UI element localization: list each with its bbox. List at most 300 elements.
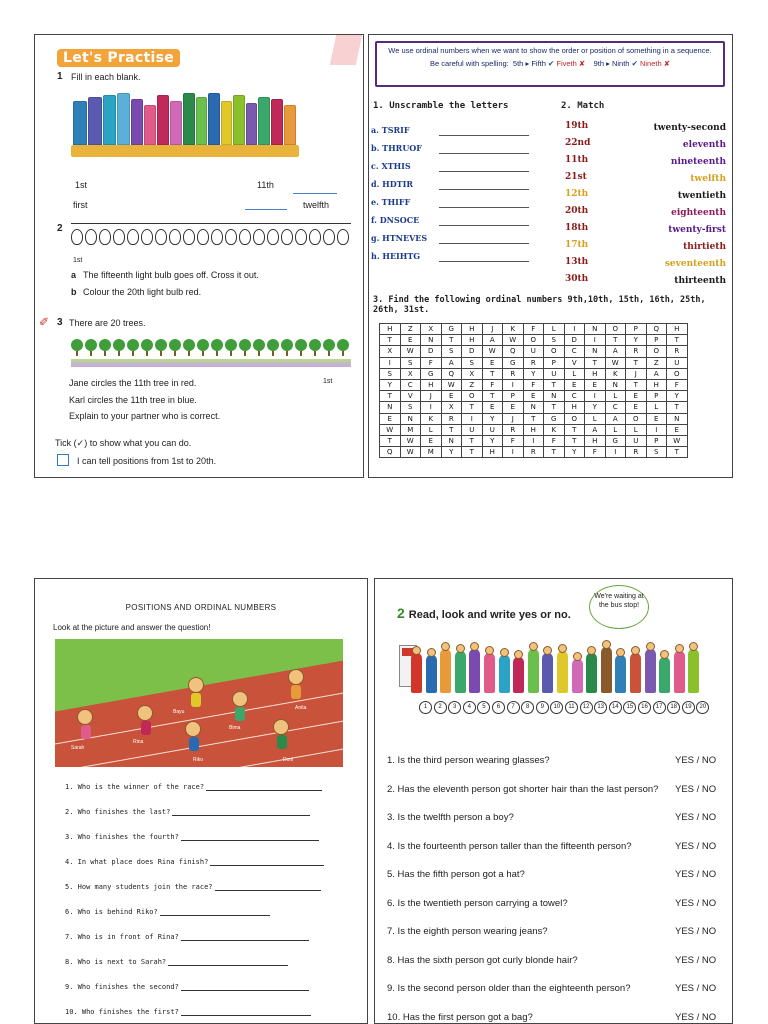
match-number[interactable]: 19th — [565, 121, 589, 131]
wordsearch-cell[interactable]: G — [605, 435, 626, 446]
tree-icon[interactable] — [309, 339, 321, 351]
tree-icon[interactable] — [211, 339, 223, 351]
wordsearch-cell[interactable]: R — [523, 447, 544, 458]
wordsearch-cell[interactable]: Y — [585, 402, 606, 413]
match-number[interactable]: 22nd — [565, 138, 591, 148]
wordsearch-cell[interactable]: N — [380, 402, 401, 413]
wordsearch-cell[interactable]: T — [626, 379, 647, 390]
wordsearch-cell[interactable]: A — [585, 424, 606, 435]
light-bulb-icon[interactable] — [211, 229, 223, 245]
light-bulb-icon[interactable] — [267, 229, 279, 245]
match-number[interactable]: 13th — [565, 257, 589, 267]
light-bulb-icon[interactable] — [85, 229, 97, 245]
wordsearch-cell[interactable]: N — [605, 379, 626, 390]
match-word[interactable]: twenty-first — [668, 225, 726, 235]
wordsearch-cell[interactable]: T — [626, 357, 647, 368]
wordsearch-cell[interactable]: F — [585, 447, 606, 458]
wordsearch-cell[interactable]: T — [462, 435, 483, 446]
wordsearch-cell[interactable]: A — [441, 357, 462, 368]
match-word[interactable]: twentieth — [677, 191, 726, 201]
wordsearch-cell[interactable]: Y — [667, 391, 688, 402]
yes-no-answer[interactable]: YES / NO — [675, 869, 717, 880]
wordsearch-cell[interactable]: R — [626, 346, 647, 357]
wordsearch-cell[interactable]: F — [503, 435, 524, 446]
answer-line[interactable] — [181, 933, 309, 941]
answer-line[interactable] — [439, 189, 529, 190]
wordsearch-cell[interactable]: P — [646, 391, 667, 402]
light-bulb-icon[interactable] — [183, 229, 195, 245]
wordsearch-cell[interactable]: T — [564, 424, 585, 435]
wordsearch-cell[interactable]: E — [482, 402, 503, 413]
wordsearch-cell[interactable]: P — [503, 391, 524, 402]
match-word[interactable]: eighteenth — [671, 208, 726, 218]
wordsearch-cell[interactable]: X — [462, 368, 483, 379]
wordsearch-cell[interactable]: Y — [523, 368, 544, 379]
wordsearch-cell[interactable]: H — [523, 424, 544, 435]
wordsearch-cell[interactable]: T — [441, 335, 462, 346]
tree-icon[interactable] — [169, 339, 181, 351]
match-word[interactable]: thirteenth — [674, 276, 726, 286]
wordsearch-cell[interactable]: T — [482, 368, 503, 379]
bookshelf-books — [71, 93, 299, 145]
wordsearch-cell[interactable]: T — [462, 447, 483, 458]
wordsearch-cell[interactable]: A — [646, 368, 667, 379]
wordsearch-cell[interactable]: S — [400, 402, 421, 413]
light-bulb-icon[interactable] — [197, 229, 209, 245]
answer-line[interactable] — [439, 243, 529, 244]
ninth-number: 9th — [593, 59, 604, 68]
person-figure — [688, 649, 699, 693]
wordsearch-cell[interactable]: S — [380, 368, 401, 379]
yes-no-answer[interactable]: YES / NO — [675, 983, 717, 994]
wordsearch-cell[interactable]: T — [380, 435, 401, 446]
wordsearch-cell[interactable]: S — [462, 357, 483, 368]
light-bulb-icon[interactable] — [309, 229, 321, 245]
wordsearch-cell[interactable]: V — [564, 357, 585, 368]
wordsearch-cell[interactable]: F — [544, 435, 565, 446]
wordsearch-cell[interactable]: O — [564, 413, 585, 424]
book — [233, 95, 245, 145]
tree-icon[interactable] — [253, 339, 265, 351]
wordsearch-cell[interactable]: G — [503, 357, 524, 368]
wordsearch-cell[interactable]: R — [523, 357, 544, 368]
yes-no-answer[interactable]: YES / NO — [675, 926, 717, 937]
light-bulb-icon[interactable] — [337, 229, 349, 245]
wordsearch-cell[interactable]: I — [462, 413, 483, 424]
wordsearch-cell[interactable]: L — [605, 424, 626, 435]
wordsearch-cell[interactable]: C — [400, 379, 421, 390]
wordsearch-cell[interactable]: I — [585, 391, 606, 402]
match-word[interactable]: nineteenth — [670, 157, 726, 167]
blank-line[interactable] — [293, 193, 337, 194]
wordsearch-cell[interactable]: S — [646, 447, 667, 458]
wordsearch-cell[interactable]: N — [523, 402, 544, 413]
wordsearch-cell[interactable]: R — [441, 413, 462, 424]
tree-icon[interactable] — [281, 339, 293, 351]
wordsearch-cell[interactable]: T — [585, 357, 606, 368]
tree-icon[interactable] — [295, 339, 307, 351]
position-number: 5 — [477, 701, 490, 714]
light-bulb-icon[interactable] — [141, 229, 153, 245]
tree-icon[interactable] — [267, 339, 279, 351]
tree-icon[interactable] — [183, 339, 195, 351]
wordsearch-cell[interactable]: I — [503, 447, 524, 458]
answer-line[interactable] — [160, 908, 270, 916]
book — [196, 97, 207, 145]
wordsearch-cell[interactable]: E — [626, 391, 647, 402]
tree-icon[interactable] — [127, 339, 139, 351]
question-text: 8. Who is next to Sarah? — [65, 958, 167, 966]
wordsearch-cell[interactable]: W — [482, 346, 503, 357]
wordsearch-cell[interactable]: O — [667, 368, 688, 379]
wordsearch-cell[interactable]: X — [400, 368, 421, 379]
wordsearch-cell[interactable]: A — [605, 413, 626, 424]
answer-line[interactable] — [439, 171, 529, 172]
wordsearch-cell[interactable]: T — [380, 391, 401, 402]
wordsearch-cell[interactable]: C — [605, 402, 626, 413]
wordsearch-cell[interactable]: S — [400, 357, 421, 368]
wordsearch-cell[interactable]: X — [380, 346, 401, 357]
wordsearch-cell[interactable]: L — [564, 368, 585, 379]
answer-line[interactable] — [439, 225, 529, 226]
light-bulb-icon[interactable] — [295, 229, 307, 245]
wordsearch-cell[interactable]: P — [626, 324, 647, 335]
wordsearch-cell[interactable]: Q — [503, 346, 524, 357]
yes-no-answer[interactable]: YES / NO — [675, 755, 717, 766]
wordsearch-cell[interactable]: J — [482, 324, 503, 335]
wordsearch-cell[interactable]: L — [544, 324, 565, 335]
tree-icon[interactable] — [71, 339, 83, 351]
wordsearch-cell[interactable]: R — [667, 346, 688, 357]
wordsearch-cell[interactable]: T — [667, 447, 688, 458]
wordsearch-cell[interactable]: E — [646, 413, 667, 424]
wordsearch-cell[interactable]: E — [667, 424, 688, 435]
instruction: Look at the picture and answer the question! — [53, 623, 211, 632]
wordsearch-cell[interactable]: Z — [646, 357, 667, 368]
light-bulb-icon[interactable] — [225, 229, 237, 245]
wordsearch-cell[interactable]: L — [646, 402, 667, 413]
runner-body — [189, 737, 199, 751]
tree-icon[interactable] — [141, 339, 153, 351]
wordsearch-cell[interactable]: E — [585, 379, 606, 390]
wordsearch-cell[interactable]: U — [667, 357, 688, 368]
wordsearch-cell[interactable]: F — [667, 379, 688, 390]
wordsearch-cell[interactable]: I — [523, 435, 544, 446]
wordsearch-cell[interactable]: N — [667, 413, 688, 424]
wordsearch-cell[interactable]: I — [503, 379, 524, 390]
wordsearch-cell[interactable]: P — [646, 435, 667, 446]
wordsearch-cell[interactable]: T — [380, 335, 401, 346]
wordsearch-cell[interactable]: Y — [380, 379, 401, 390]
wordsearch-cell[interactable]: U — [482, 424, 503, 435]
wordsearch-cell[interactable]: T — [482, 391, 503, 402]
wordsearch-cell[interactable]: K — [544, 424, 565, 435]
wordsearch-cell[interactable]: E — [503, 402, 524, 413]
wordsearch-cell[interactable]: L — [585, 413, 606, 424]
tree-icon[interactable] — [99, 339, 111, 351]
wordsearch-cell[interactable]: I — [605, 447, 626, 458]
wordsearch-cell[interactable]: C — [564, 346, 585, 357]
wordsearch-cell[interactable]: X — [441, 402, 462, 413]
wordsearch-cell[interactable]: D — [421, 346, 442, 357]
wordsearch-cell[interactable]: W — [400, 346, 421, 357]
wordsearch-cell[interactable]: F — [523, 324, 544, 335]
tree-icon[interactable] — [85, 339, 97, 351]
wordsearch-cell[interactable]: R — [503, 424, 524, 435]
wordsearch-cell[interactable]: N — [585, 324, 606, 335]
person-head — [412, 646, 421, 655]
wordsearch-cell[interactable]: J — [421, 391, 442, 402]
runner-name: Anita — [295, 705, 307, 711]
match-word[interactable]: twelfth — [690, 174, 726, 184]
wordsearch-cell[interactable]: E — [482, 357, 503, 368]
answer-line[interactable] — [215, 883, 321, 891]
answer-line[interactable] — [439, 135, 529, 136]
match-number[interactable]: 12th — [565, 189, 589, 199]
wordsearch-row — [380, 379, 688, 390]
wordsearch-cell[interactable]: U — [626, 435, 647, 446]
light-bulb-icon[interactable] — [253, 229, 265, 245]
answer-line[interactable] — [210, 858, 324, 866]
wordsearch-cell[interactable]: W — [667, 435, 688, 446]
wordsearch-cell[interactable]: E — [421, 435, 442, 446]
wordsearch-cell[interactable]: Q — [646, 324, 667, 335]
answer-line[interactable] — [172, 808, 310, 816]
wordsearch-cell[interactable]: T — [462, 402, 483, 413]
yes-no-answer[interactable]: YES / NO — [675, 1011, 717, 1023]
wordsearch-cell[interactable]: H — [667, 324, 688, 335]
self-check-text: I can tell positions from 1st to 20th. — [77, 456, 217, 466]
q2a-letter: a — [71, 270, 77, 280]
ninth-incorrect: Nineth — [639, 59, 662, 68]
wordsearch-cell[interactable]: I — [421, 402, 442, 413]
answer-line[interactable] — [439, 207, 529, 208]
runner-name: Riko — [193, 757, 204, 763]
wordsearch-cell[interactable]: T — [667, 335, 688, 346]
position-number: 2 — [434, 701, 447, 714]
wordsearch-cell[interactable]: Q — [380, 447, 401, 458]
answer-line[interactable] — [181, 833, 319, 841]
wordsearch-cell[interactable]: D — [564, 335, 585, 346]
q1-instruction: Fill in each blank. — [71, 72, 141, 82]
wordsearch-cell[interactable]: U — [544, 368, 565, 379]
wordsearch-cell[interactable]: H — [462, 335, 483, 346]
wordsearch-cell[interactable]: C — [564, 391, 585, 402]
wordsearch-cell[interactable]: F — [482, 379, 503, 390]
match-word[interactable]: eleventh — [682, 140, 726, 150]
match-word[interactable]: twenty-second — [653, 123, 726, 133]
wordsearch-cell[interactable]: F — [523, 379, 544, 390]
wordsearch-cell[interactable]: M — [400, 424, 421, 435]
wordsearch-cell[interactable]: A — [482, 335, 503, 346]
wordsearch-cell[interactable]: J — [503, 413, 524, 424]
wordsearch-cell[interactable]: E — [400, 335, 421, 346]
wordsearch-cell[interactable]: L — [626, 424, 647, 435]
light-bulb-icon[interactable] — [155, 229, 167, 245]
position-number: 12 — [580, 701, 593, 714]
wordsearch-cell[interactable]: G — [544, 413, 565, 424]
wordsearch-cell[interactable]: T — [523, 413, 544, 424]
wordsearch-cell[interactable]: W — [400, 435, 421, 446]
wordsearch-cell[interactable]: S — [441, 346, 462, 357]
wordsearch-cell[interactable]: J — [626, 368, 647, 379]
wordsearch-cell[interactable]: E — [380, 413, 401, 424]
wordsearch-cell[interactable]: D — [462, 346, 483, 357]
wordsearch-cell[interactable]: H — [421, 379, 442, 390]
wordsearch-cell[interactable]: N — [585, 346, 606, 357]
light-bulb-icon[interactable] — [281, 229, 293, 245]
label-1st: 1st — [75, 180, 88, 190]
wordsearch-cell[interactable]: H — [482, 447, 503, 458]
wordsearch-cell[interactable]: W — [503, 335, 524, 346]
wordsearch-cell[interactable]: R — [626, 447, 647, 458]
position-number: 16 — [638, 701, 651, 714]
wordsearch-cell[interactable]: N — [421, 335, 442, 346]
match-number[interactable]: 20th — [565, 206, 589, 216]
runner-body — [235, 707, 245, 721]
wordsearch-cell[interactable]: T — [544, 447, 565, 458]
wordsearch-cell[interactable]: V — [400, 391, 421, 402]
match-number[interactable]: 11th — [565, 155, 589, 165]
match-number[interactable]: 17th — [565, 240, 589, 250]
person-figure — [557, 651, 568, 693]
wordsearch-cell[interactable]: O — [523, 335, 544, 346]
wordsearch-cell[interactable]: Y — [626, 335, 647, 346]
wordsearch-cell[interactable]: P — [544, 357, 565, 368]
wordsearch-cell[interactable]: X — [421, 324, 442, 335]
wordsearch-cell[interactable]: E — [441, 391, 462, 402]
wordsearch-cell[interactable]: H — [564, 402, 585, 413]
yes-no-answer[interactable]: YES / NO — [675, 840, 717, 852]
wordsearch-cell[interactable]: O — [462, 391, 483, 402]
match-number[interactable]: 21st — [565, 172, 587, 182]
wordsearch-cell[interactable]: W — [441, 379, 462, 390]
answer-line[interactable] — [206, 783, 322, 791]
wordsearch-cell[interactable]: H — [585, 435, 606, 446]
answer-line[interactable] — [168, 958, 288, 966]
wordsearch-cell[interactable]: R — [503, 368, 524, 379]
wordsearch-cell[interactable]: H — [585, 368, 606, 379]
wordsearch-cell[interactable]: T — [564, 435, 585, 446]
answer-line[interactable] — [181, 983, 309, 991]
wordsearch-cell[interactable]: H — [380, 324, 401, 335]
wordsearch-cell[interactable]: I — [585, 335, 606, 346]
yes-no-answer[interactable]: YES / NO — [675, 812, 717, 823]
answer-line[interactable] — [439, 261, 529, 262]
wordsearch-cell[interactable]: W — [605, 357, 626, 368]
wordsearch-cell[interactable]: I — [646, 424, 667, 435]
answer-line[interactable] — [439, 153, 529, 154]
wordsearch-cell[interactable]: T — [605, 335, 626, 346]
wordsearch-cell[interactable]: H — [646, 379, 667, 390]
wordsearch-cell[interactable]: T — [544, 379, 565, 390]
wordsearch-cell[interactable]: O — [605, 324, 626, 335]
self-check-checkbox[interactable] — [57, 454, 69, 466]
wordsearch-cell[interactable]: E — [523, 391, 544, 402]
wordsearch-cell[interactable]: I — [564, 324, 585, 335]
blank-line[interactable] — [245, 209, 287, 210]
book — [131, 99, 143, 145]
yes-no-answer[interactable]: YES / NO — [675, 897, 717, 909]
light-bulb-icon[interactable] — [239, 229, 251, 245]
match-word[interactable]: thirtieth — [683, 242, 726, 252]
wordsearch-cell[interactable]: E — [564, 379, 585, 390]
wordsearch-cell[interactable]: Y — [441, 447, 462, 458]
wordsearch-cell[interactable]: S — [544, 335, 565, 346]
tree-icon[interactable] — [239, 339, 251, 351]
tree-icon[interactable] — [113, 339, 125, 351]
wordsearch-cell[interactable]: K — [503, 324, 524, 335]
light-bulb-icon[interactable] — [169, 229, 181, 245]
answer-line[interactable] — [181, 1008, 311, 1016]
wordsearch-cell[interactable]: O — [544, 346, 565, 357]
wordsearch-cell[interactable]: N — [441, 435, 462, 446]
tree-icon[interactable] — [197, 339, 209, 351]
light-bulb-icon[interactable] — [71, 229, 83, 245]
wordsearch-cell[interactable]: U — [523, 346, 544, 357]
tree-icon[interactable] — [337, 339, 349, 351]
yes-no-answer[interactable]: YES / NO — [675, 954, 717, 966]
wordsearch-cell[interactable]: T — [441, 424, 462, 435]
match-word[interactable]: seventeenth — [664, 259, 726, 269]
wordsearch-cell[interactable]: Z — [400, 324, 421, 335]
wordsearch-cell[interactable]: Y — [564, 447, 585, 458]
match-number[interactable]: 30th — [565, 274, 589, 284]
wordsearch-cell[interactable]: G — [421, 368, 442, 379]
wordsearch-cell[interactable]: W — [380, 424, 401, 435]
person-figure — [499, 655, 510, 693]
wordsearch-cell[interactable]: Z — [462, 379, 483, 390]
wordsearch-cell[interactable]: O — [626, 413, 647, 424]
yes-no-answer[interactable]: YES / NO — [675, 783, 717, 795]
wordsearch-cell[interactable]: G — [441, 324, 462, 335]
wordsearch-cell[interactable]: T — [667, 402, 688, 413]
wordsearch-cell[interactable]: E — [626, 402, 647, 413]
light-bulb-icon[interactable] — [99, 229, 111, 245]
wordsearch-cell[interactable]: K — [605, 368, 626, 379]
tree-icon[interactable] — [225, 339, 237, 351]
light-bulb-icon[interactable] — [323, 229, 335, 245]
wordsearch-cell[interactable]: P — [646, 335, 667, 346]
book — [73, 101, 87, 145]
light-bulb-icon[interactable] — [113, 229, 125, 245]
tree-icon[interactable] — [323, 339, 335, 351]
exercise-title — [397, 605, 571, 621]
wordsearch-cell[interactable]: U — [462, 424, 483, 435]
wordsearch-cell[interactable]: W — [400, 447, 421, 458]
wordsearch-cell[interactable]: H — [462, 324, 483, 335]
wordsearch-cell[interactable]: T — [544, 402, 565, 413]
wordsearch-cell[interactable]: L — [605, 391, 626, 402]
wordsearch-cell[interactable]: O — [646, 346, 667, 357]
wordsearch-cell[interactable]: Q — [441, 368, 462, 379]
position-number: 10 — [550, 701, 563, 714]
wordsearch-cell[interactable]: M — [421, 447, 442, 458]
wordsearch-cell[interactable]: F — [421, 357, 442, 368]
wordsearch-cell[interactable]: L — [421, 424, 442, 435]
wordsearch-cell[interactable]: N — [400, 413, 421, 424]
wordsearch-cell[interactable]: Y — [482, 435, 503, 446]
wordsearch-cell[interactable]: A — [605, 346, 626, 357]
wordsearch-cell[interactable]: I — [380, 357, 401, 368]
tree-icon[interactable] — [155, 339, 167, 351]
match-number[interactable]: 18th — [565, 223, 589, 233]
wordsearch-cell[interactable]: K — [421, 413, 442, 424]
light-bulb-icon[interactable] — [127, 229, 139, 245]
wordsearch-cell[interactable]: N — [544, 391, 565, 402]
wordsearch-cell[interactable]: Y — [482, 413, 503, 424]
cross-icon: ✘ — [663, 59, 671, 68]
